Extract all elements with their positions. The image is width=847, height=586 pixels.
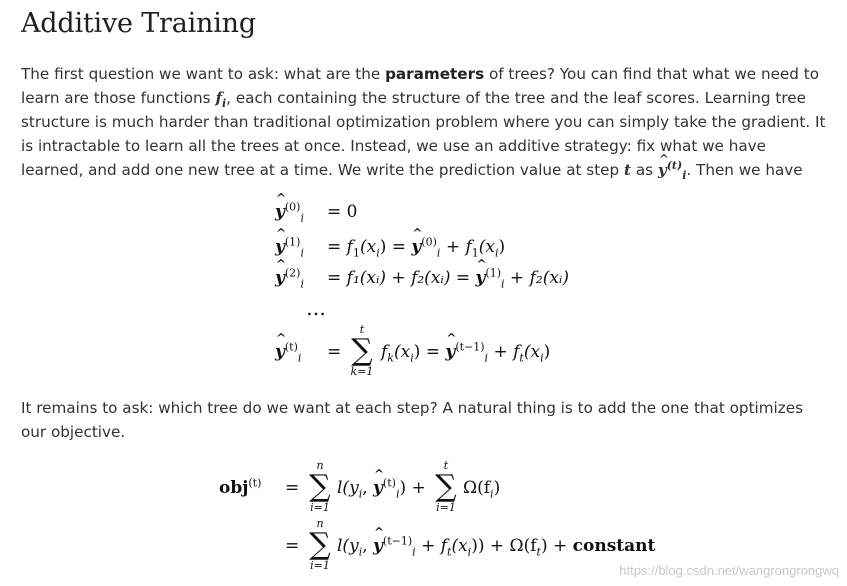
sum-upper: n	[316, 459, 324, 472]
eq-sup: (0)	[284, 200, 301, 214]
eq-sub: t	[447, 545, 452, 559]
eq-comma: ,	[362, 478, 374, 498]
obj-lhs	[219, 478, 261, 498]
intro-text-2: of trees? You can find that what we need to learn are those functions	[21, 65, 819, 107]
eq-plus-f: + f	[415, 536, 448, 556]
eq-sub: 1	[352, 246, 360, 260]
eq-sub: t	[519, 351, 524, 365]
eq-sub: i	[300, 246, 305, 260]
sum-lower: k=1	[350, 365, 374, 378]
eq-sub: t	[536, 545, 541, 559]
loss-fn: l(y	[337, 536, 359, 556]
prediction-symbol	[657, 158, 687, 183]
eq-sub: i	[495, 246, 499, 260]
eq-x: (x	[451, 536, 468, 556]
intro-text-3: , each containing the structure of the tree and the leaf scores. Learning tree structure is much harder than traditional optimization problem where you can simply take the gradient. It is intractable to learn all the trees at once. Instead, we use an additive strategy: fix what we have learned, and add one new tree at a time. We write the prediction value at step	[21, 89, 826, 179]
obj-loss	[337, 476, 426, 501]
intro-text-4: as	[631, 161, 658, 179]
eq-y-hat: ^ y	[411, 237, 421, 257]
sum-lower: i=1	[310, 559, 330, 572]
eq-sub: i	[395, 487, 400, 501]
parameters-bold: parameters	[385, 65, 485, 83]
eq-rhs	[381, 340, 551, 365]
eq-eq: ) =	[413, 342, 446, 362]
objective-paragraph: It remains to ask: which tree do we want at each step? A natural thing is to add the one that optimizes our objective.	[21, 399, 803, 441]
intro-paragraph	[21, 62, 831, 182]
sum-sign: ∑	[309, 527, 331, 562]
eq-eq: ) =	[379, 237, 412, 257]
eq-sub: i	[490, 487, 494, 501]
eq-close: )	[543, 342, 551, 362]
page-title: Additive Training	[21, 8, 256, 39]
eq-lhs	[275, 340, 302, 365]
step-symbol: t	[623, 161, 631, 179]
sum-upper: t	[359, 323, 365, 336]
equation-line-1	[275, 235, 506, 260]
sum-lower: i=1	[310, 501, 330, 514]
summation-t	[431, 460, 461, 514]
eq-sub: i	[540, 351, 544, 365]
eq-f1: = f	[327, 237, 353, 257]
sum-lower: i=1	[436, 501, 456, 514]
eq-sub: i	[467, 545, 472, 559]
eq-close: )	[493, 478, 501, 498]
eq-rhs	[327, 266, 569, 291]
eq-plus-f: + f	[440, 237, 472, 257]
eq-rhs	[327, 235, 506, 260]
fi-base: f	[215, 89, 222, 107]
watermark: https://blog.csdn.net/wangrongrongwq	[619, 563, 839, 578]
eq-plus-f: + f	[488, 342, 520, 362]
eq-x: (x	[478, 237, 495, 257]
eq-y-hat: ^ y	[476, 268, 486, 288]
eq-sup: (t)	[382, 476, 396, 490]
eq-sub: k	[387, 351, 394, 365]
summation-n	[305, 460, 335, 514]
equation-line-2	[275, 266, 569, 291]
eq-plus-f2: + f₂(xᵢ)	[504, 268, 569, 288]
eq-x: (x	[359, 237, 377, 257]
sum-upper: n	[316, 517, 324, 530]
intro-text-1: The first question we want to ask: what are the	[21, 65, 386, 83]
eq-y-hat: ^ y	[445, 342, 455, 362]
eq-omega: )) + Ω(f	[471, 536, 537, 556]
eq-rhs: = 0	[327, 202, 358, 222]
eq-sub: i	[436, 246, 441, 260]
eq-y-hat: ^ y	[373, 478, 383, 498]
sum-sign: ∑	[309, 469, 331, 504]
eq-plus: ) +	[399, 478, 426, 498]
eq-sub: i	[412, 545, 416, 559]
eq-fk: f	[381, 342, 388, 362]
function-symbol	[215, 89, 227, 111]
constant-term: constant	[572, 536, 656, 556]
omega: Ω(f	[463, 478, 491, 498]
obj-label: obj	[219, 478, 249, 498]
eq-sub: i	[297, 351, 302, 365]
eq-sup: (1)	[284, 235, 301, 249]
eq-y-hat: ^ y	[275, 342, 285, 362]
summation-n	[305, 518, 335, 572]
sum-sign: ∑	[351, 333, 373, 368]
eq-comma: ,	[362, 536, 374, 556]
eq-close: )	[498, 237, 506, 257]
sum-sign: ∑	[435, 469, 457, 504]
obj-sup: (t)	[248, 476, 262, 490]
sum-upper: t	[443, 459, 449, 472]
eq-sub: i	[501, 277, 505, 291]
eq-sub: i	[300, 211, 305, 225]
eq-sub: i	[376, 246, 380, 260]
obj-equals: =	[285, 536, 300, 556]
eq-sup: (0)	[421, 235, 437, 249]
loss-fn: l(y	[337, 478, 359, 498]
obj-reg	[463, 478, 501, 501]
equation-dots: …	[306, 296, 326, 320]
eq-y-hat: ^ y	[275, 268, 285, 288]
eq-sub: i	[410, 351, 414, 365]
eq-x: (x	[523, 342, 541, 362]
eq-sub: i	[484, 351, 489, 365]
eq-plus: ) +	[540, 536, 573, 556]
eq-y-hat: ^ y	[373, 536, 383, 556]
eq-sub: i	[358, 545, 363, 559]
eq-y-hat: ^ y	[275, 202, 285, 222]
eq-y-hat: ^ y	[275, 237, 285, 257]
eq-sup: (t−1)	[455, 340, 485, 354]
summation	[347, 324, 377, 378]
equation-line-0	[275, 200, 358, 225]
intro-text-5: . Then we have	[686, 161, 803, 179]
eq-sup: (1)	[485, 266, 501, 280]
eq-sum-f: = f₁(xᵢ) + f₂(xᵢ) =	[327, 268, 476, 288]
eq-sup: (t)	[284, 340, 298, 354]
objective-line-1	[219, 459, 639, 518]
eq-sup: (2)	[284, 266, 301, 280]
eq-sub: 1	[471, 246, 479, 260]
fi-subscript: i	[221, 97, 227, 111]
yhat-sup: (t)	[666, 158, 683, 172]
eq-sub: i	[300, 277, 305, 291]
eq-sub: i	[358, 487, 363, 501]
yhat-sub: i	[682, 169, 687, 183]
eq-equals: =	[327, 342, 342, 362]
objective-line-2	[219, 517, 679, 576]
yhat-base: ^ y	[658, 158, 667, 182]
eq-x: (x	[393, 342, 411, 362]
obj-equals: =	[285, 478, 300, 498]
obj-expanded	[337, 534, 656, 559]
eq-sup: (t−1)	[382, 534, 413, 548]
